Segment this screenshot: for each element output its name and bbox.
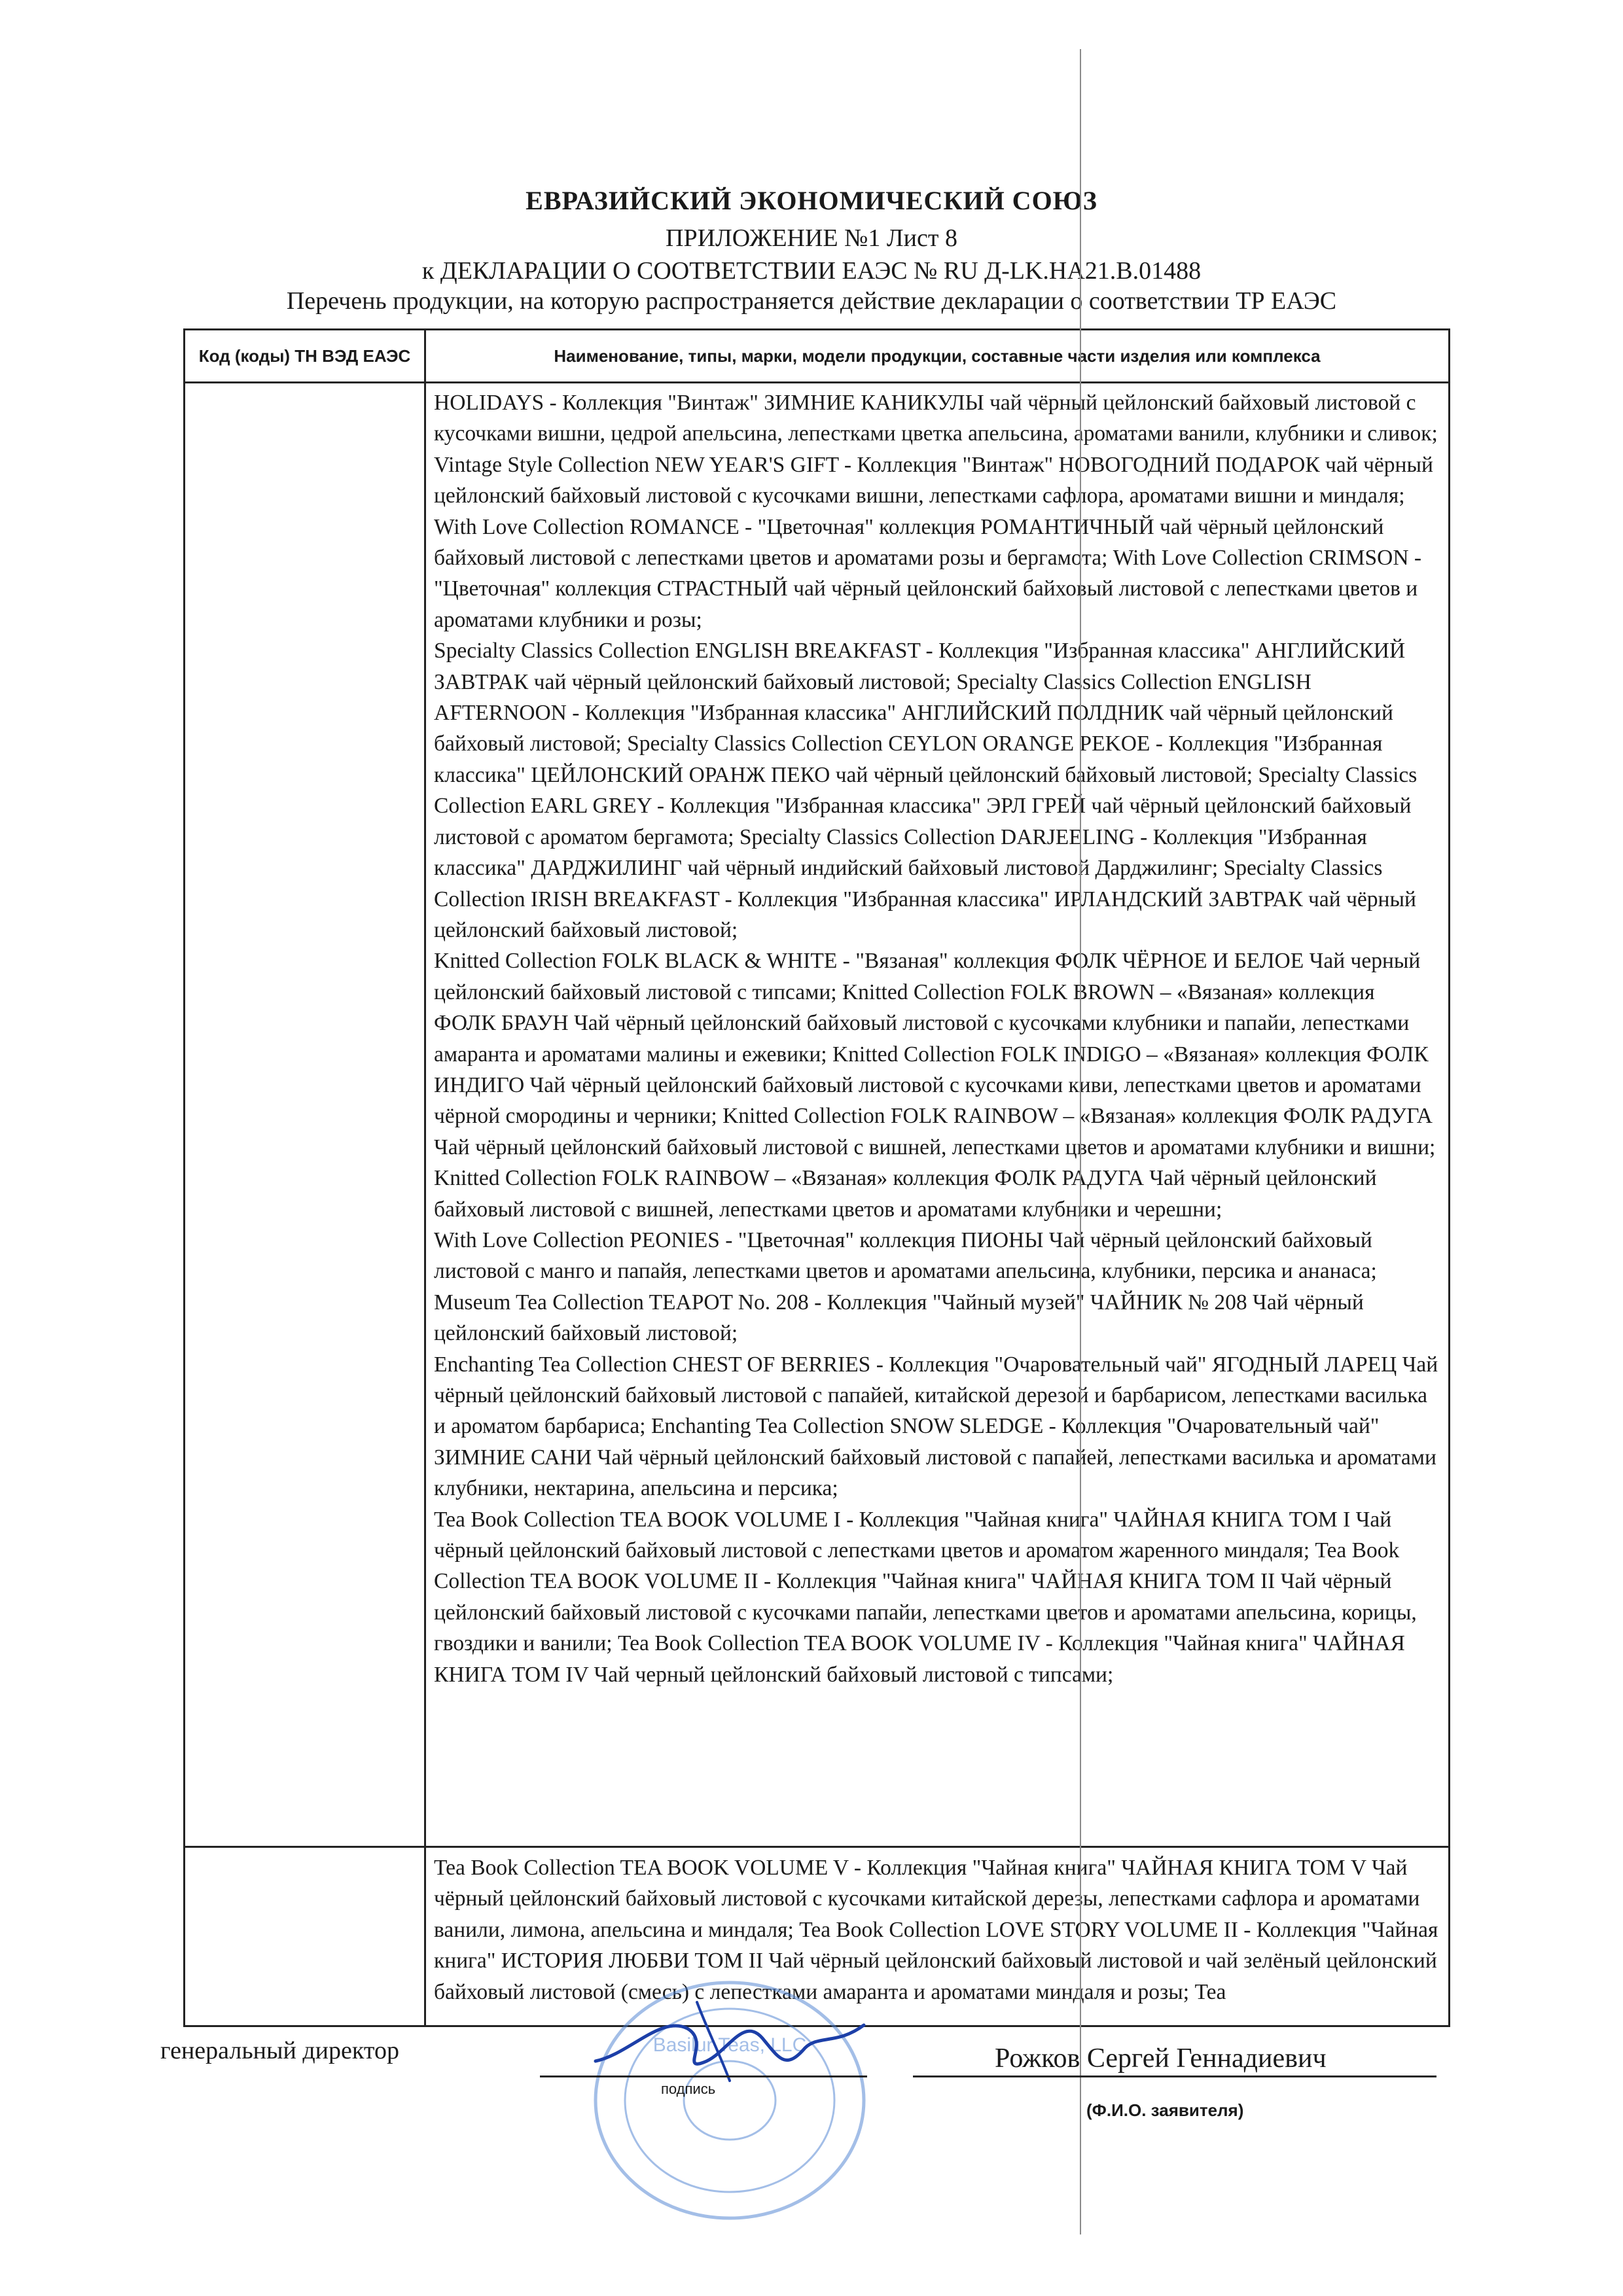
signature-caption: подпись — [661, 2081, 716, 2097]
product-paragraph: Tea Book Collection TEA BOOK VOLUME V - Коллекция "Чайная книга" ЧАЙНАЯ КНИГА ТОМ V Чай чёрный цейлонский байховый листовой с кусочками китайской дерезы, лепестками сафлора и ароматами ванили, лимона, апельсина и миндаля; Tea Book Collection LOVE STORY VOLUME II - Коллекция "Чайная книга" ИСТОРИЯ ЛЮБВИ ТОМ II Чай чёрный цейлонский байховый листовой и чай зелёный цейлонский байховый листовой (смесь) с лепестками амаранта и ароматами миндаля и розы; Tea — [434, 1856, 1438, 2004]
product-description-cell — [434, 387, 1440, 1690]
signature-line — [540, 2075, 867, 2077]
column-header-name: Наименование, типы, марки, модели продукции, составные части изделия или комплекса — [554, 345, 1321, 366]
product-paragraph: Tea Book Collection TEA BOOK VOLUME I - Коллекция "Чайная книга" ЧАЙНАЯ КНИГА ТОМ I Чай чёрный цейлонский байховый листовой с лепестками цветов и ароматом жаренного миндаля; Tea Book Collection TEA BOOK VOLUME II - Коллекция "Чайная книга" ЧАЙНАЯ КНИГА ТОМ II Чай чёрный цейлонский байховый листовой с кусочками папайи, лепестками цветов и ароматами апельсина, корицы, гвоздики и ванили; Tea Book Collection TEA BOOK VOLUME IV - Коллекция "Чайная книга" ЧАЙНАЯ КНИГА ТОМ IV Чай черный цейлонский байховый листовой с типсами; — [434, 1507, 1417, 1687]
header-row-divider — [185, 381, 1448, 383]
product-table — [183, 328, 1450, 2027]
column-divider — [424, 330, 426, 2025]
product-paragraph: Enchanting Tea Collection CHEST OF BERRIES - Коллекция "Очаровательный чай" ЯГОДНЫЙ ЛАРЕЦ Чай чёрный цейлонский байховый листовой с папайей, китайской дерезой и барбарисом, лепестками василька и ароматом барбариса; Enchanting Tea Collection SNOW SLEDGE - Коллекция "Очаровательный чай" ЗИМНИЕ САНИ Чай чёрный цейлонский байховый листовой с папайей, лепестками василька и ароматами клубники, нектарина, апельсина и персика; — [434, 1352, 1438, 1501]
signer-role: генеральный директор — [160, 2037, 399, 2064]
paper-fold-line — [1080, 49, 1081, 2234]
signer-name-caption: (Ф.И.О. заявителя) — [1086, 2100, 1244, 2120]
product-paragraph: With Love Collection PEONIES - "Цветочная" коллекция ПИОНЫ Чай чёрный цейлонский байховый листовой с манго и папайя, лепестками цветов и ароматами апельсина, клубники, персика и ананаса; — [434, 1227, 1377, 1284]
product-paragraph: Specialty Classics Collection ENGLISH BREAKFAST - Коллекция "Избранная классика" АНГЛИЙСКИЙ ЗАВТРАК чай чёрный цейлонский байховый листовой; Specialty Classics Collection ENGLISH AFTERNOON - Коллекция "Избранная классика" АНГЛИЙСКИЙ ПОЛДНИК чай чёрный цейлонский байховый листовой; Specialty Classics Collection CEYLON ORANGE PEKOE - Коллекция "Избранная классика" ЦЕЙЛОНСКИЙ ОРАНЖ ПЕКО чай чёрный цейлонский байховый листовой; Specialty Classics Collection EARL GREY - Коллекция "Избранная классика" ЭРЛ ГРЕЙ чай чёрный цейлонский байховый листовой с ароматом бергамота; Specialty Classics Collection DARJEELING - Коллекция "Избранная классика" ДАРДЖИЛИНГ чай чёрный индийский байховый листовой Дарджилинг; Specialty Classics Collection IRISH BREAKFAST - Коллекция "Избранная классика" ИРЛАНДСКИЙ ЗАВТРАК чай чёрный цейлонский байховый листовой; — [434, 639, 1418, 942]
row-divider — [185, 1846, 1448, 1848]
handwritten-signature — [589, 1989, 877, 2087]
column-header-code: Код (коды) ТН ВЭД ЕАЭС — [198, 345, 411, 366]
appendix-heading: ПРИЛОЖЕНИЕ №1 Лист 8 — [666, 224, 957, 252]
product-paragraph: Museum Tea Collection TEAPOT No. 208 - Коллекция "Чайный музей" ЧАЙНИК № 208 Чай чёрный цейлонский байховый листовой; — [434, 1290, 1364, 1346]
name-line — [913, 2075, 1436, 2077]
declaration-heading: к ДЕКЛАРАЦИИ О СООТВЕТСТВИИ ЕАЭС № RU Д-LK.НА21.В.01488 — [421, 257, 1202, 285]
stamp-text: Basilur Teas, LLC — [652, 2034, 807, 2056]
union-heading: ЕВРАЗИЙСКИЙ ЭКОНОМИЧЕСКИЙ СОЮЗ — [526, 186, 1097, 215]
product-list-title: Перечень продукции, на которую распространяется действие декларации о соответствии ТР ЕАЭС — [286, 287, 1337, 315]
product-paragraph: With Love Collection ROMANCE - "Цветочная" коллекция РОМАНТИЧНЫЙ чай чёрный цейлонский байховый листовой с лепестками цветов и ароматами розы и бергамота; With Love Collection CRIMSON - "Цветочная" коллекция СТРАСТНЫЙ чай чёрный цейлонский байховый листовой с лепестками цветов и ароматами клубники и розы; — [434, 514, 1422, 632]
product-paragraph: Knitted Collection FOLK BLACK & WHITE - "Вязаная" коллекция ФОЛК ЧЁРНОЕ И БЕЛОЕ Чай черный цейлонский байховый листовой с типсами; Knitted Collection FOLK BROWN – «Вязаная» коллекция ФОЛК БРАУН Чай чёрный цейлонский байховый листовой с кусочками клубники и папайи, лепестками амаранта и ароматами малины и ежевики; Knitted Collection FOLK INDIGO – «Вязаная» коллекция ФОЛК ИНДИГО Чай чёрный цейлонский байховый листовой с кусочками киви, лепестками цветов и ароматами чёрной смородины и черники; Knitted Collection FOLK RAINBOW – «Вязаная» коллекция ФОЛК РАДУГА Чай чёрный цейлонский байховый листовой с вишней, лепестками цветов и ароматами клубники и вишни; Knitted Collection FOLK RAINBOW – «Вязаная» коллекция ФОЛК РАДУГА Чай чёрный цейлонский байховый листовой с вишней, лепестками цветов и ароматами клубники и черешни; — [434, 949, 1436, 1222]
product-paragraph: HOLIDAYS - Коллекция "Винтаж" ЗИМНИЕ КАНИКУЛЫ чай чёрный цейлонский байховый листовой с кусочками вишни, цедрой апельсина, лепестками цветка апельсина, ароматами ванили, клубники и сливок; Vintage Style Collection NEW YEAR'S GIFT - Коллекция "Винтаж" НОВОГОДНИЙ ПОДАРОК чай чёрный цейлонский байховый листовой с кусочками вишни, лепестками сафлора, ароматами вишни и миндаля; — [434, 391, 1438, 508]
signer-name: Рожков Сергей Геннадиевич — [995, 2043, 1327, 2074]
